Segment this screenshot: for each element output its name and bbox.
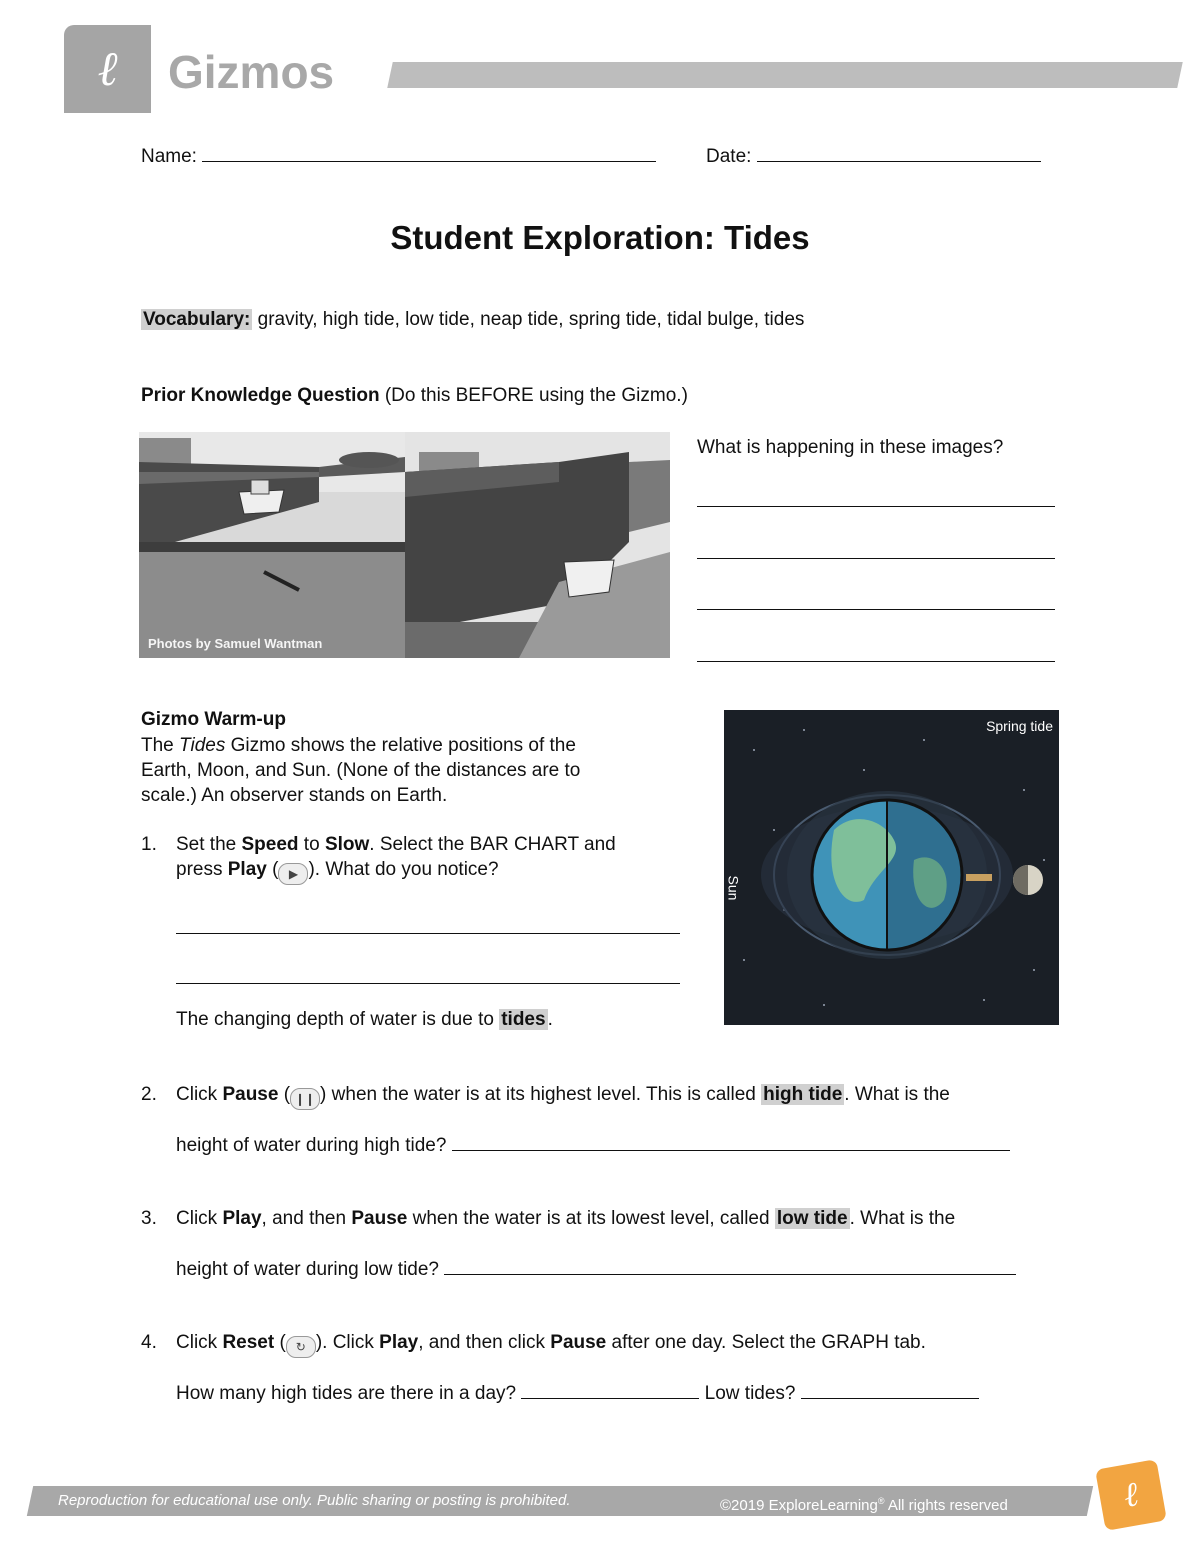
- name-label: Name:: [141, 146, 197, 167]
- text: to: [298, 834, 325, 855]
- harbor-photos: [139, 432, 670, 658]
- text: height of water during low tide?: [176, 1259, 439, 1280]
- question-1-conclusion: [176, 1008, 553, 1032]
- intro-text: Gizmo shows the relative positions of the: [225, 735, 576, 756]
- question-2-num: 2.: [141, 1084, 157, 1105]
- play-button-name: Play: [379, 1332, 419, 1353]
- text: (: [278, 1084, 291, 1105]
- warmup-heading: Gizmo Warm-up: [141, 709, 286, 730]
- intro-gizmo-name: Tides: [179, 735, 226, 756]
- text: Low tides?: [704, 1383, 796, 1404]
- reset-button-name: Reset: [222, 1332, 275, 1353]
- text: ) when the water is at its highest level. This is called: [320, 1084, 762, 1105]
- question-4-line1: [176, 1331, 926, 1358]
- answer-line[interactable]: [176, 915, 680, 934]
- play-button-name: Play: [227, 859, 267, 880]
- photo-credit: Photos by Samuel Wantman: [148, 636, 323, 651]
- date-field: [706, 143, 1041, 169]
- slow-option-name: Slow: [324, 834, 370, 855]
- term-tides: tides: [501, 1009, 546, 1030]
- text: Set the: [176, 834, 242, 855]
- play-button-name: Play: [222, 1208, 262, 1229]
- answer-line[interactable]: [697, 488, 1055, 507]
- page-title: Student Exploration: Tides: [390, 219, 810, 256]
- header-logo: [64, 25, 151, 113]
- prior-knowledge-heading: Prior Knowledge Question: [141, 385, 380, 406]
- question-1-line1: [176, 833, 616, 857]
- answer-blank[interactable]: [521, 1380, 699, 1399]
- text: The changing depth of water is due to: [176, 1009, 500, 1030]
- text: ). Click: [315, 1332, 380, 1353]
- vocabulary-label: Vocabulary:: [143, 309, 251, 330]
- question-1-line2: [176, 858, 499, 885]
- warmup-intro-line1: [141, 734, 576, 758]
- question-4-line2: [176, 1380, 979, 1406]
- vocabulary-line: [141, 308, 804, 332]
- footer-logo-glyph: ℓ: [1120, 1474, 1142, 1516]
- text: , and then: [261, 1208, 352, 1229]
- answer-blank[interactable]: [444, 1256, 1016, 1275]
- text: Click: [176, 1332, 223, 1353]
- footer-notice: Reproduction for educational use only. Public sharing or posting is prohibited.: [58, 1492, 571, 1509]
- text: , and then click: [418, 1332, 551, 1353]
- text: height of water during high tide?: [176, 1135, 447, 1156]
- question-3-line1: [176, 1207, 955, 1231]
- text: . What is the: [844, 1084, 950, 1105]
- question-4-num: 4.: [141, 1332, 157, 1353]
- spring-tide-label: Spring tide: [986, 718, 1053, 734]
- rights-text: All rights reserved: [884, 1497, 1008, 1514]
- prior-knowledge-heading-line: [141, 384, 688, 408]
- reset-icon: ↻: [286, 1336, 316, 1358]
- text: ). What do you notice?: [308, 859, 499, 880]
- name-field: [141, 143, 656, 169]
- question-2-line2: [176, 1132, 1010, 1158]
- vocabulary-terms: gravity, high tide, low tide, neap tide, spring tide, tidal bulge, tides: [257, 309, 805, 330]
- sun-label: Sun: [725, 875, 742, 901]
- header-bar: [387, 62, 1183, 88]
- question-3-num: 3.: [141, 1208, 157, 1229]
- warmup-intro-line3: scale.) An observer stands on Earth.: [141, 785, 448, 806]
- text: . Select the BAR CHART and: [369, 834, 616, 855]
- copyright-text: ©2019 ExploreLearning: [720, 1497, 878, 1514]
- text: (: [274, 1332, 286, 1353]
- answer-line[interactable]: [697, 540, 1055, 559]
- text: .: [547, 1009, 553, 1030]
- prior-knowledge-note: (Do this BEFORE using the Gizmo.): [384, 385, 688, 406]
- text: Click: [176, 1208, 223, 1229]
- pause-button-name: Pause: [550, 1332, 607, 1353]
- pause-icon: ❙❙: [290, 1088, 320, 1110]
- speed-control-name: Speed: [241, 834, 299, 855]
- pause-button-name: Pause: [222, 1084, 279, 1105]
- question-1-num: 1.: [141, 834, 157, 855]
- footer-logo: [1095, 1459, 1167, 1531]
- date-blank[interactable]: [757, 143, 1041, 162]
- answer-line[interactable]: [176, 965, 680, 984]
- answer-blank[interactable]: [452, 1132, 1010, 1151]
- text: press: [176, 859, 228, 880]
- term-high-tide: high tide: [763, 1084, 843, 1105]
- answer-blank[interactable]: [801, 1380, 979, 1399]
- term-low-tide: low tide: [776, 1208, 848, 1229]
- question-3-line2: [176, 1256, 1016, 1282]
- footer-copyright: [720, 1490, 1008, 1517]
- text: Click: [176, 1084, 223, 1105]
- text: How many high tides are there in a day?: [176, 1383, 517, 1404]
- answer-line[interactable]: [697, 591, 1055, 610]
- text: . What is the: [849, 1208, 956, 1229]
- date-label: Date:: [706, 146, 752, 167]
- pause-button-name: Pause: [351, 1208, 408, 1229]
- name-blank[interactable]: [202, 143, 656, 162]
- tides-gizmo-graphic: [724, 710, 1059, 1025]
- answer-line[interactable]: [697, 643, 1055, 662]
- text: (: [266, 859, 279, 880]
- logo-glyph: ℓ: [97, 41, 118, 97]
- play-icon: ▶: [278, 863, 308, 885]
- harbor-photos-graphic: [139, 432, 670, 658]
- text: when the water is at its lowest level, called: [407, 1208, 775, 1229]
- question-2-line1: [176, 1083, 950, 1110]
- prior-question: What is happening in these images?: [697, 437, 1004, 458]
- warmup-intro-line2: Earth, Moon, and Sun. (None of the distances are to: [141, 760, 581, 781]
- text: after one day. Select the GRAPH tab.: [606, 1332, 926, 1353]
- brand-name: Gizmos: [168, 46, 335, 98]
- registered-mark: ®: [877, 1496, 885, 1506]
- intro-text: The: [141, 735, 180, 756]
- tides-gizmo-image: [724, 710, 1059, 1025]
